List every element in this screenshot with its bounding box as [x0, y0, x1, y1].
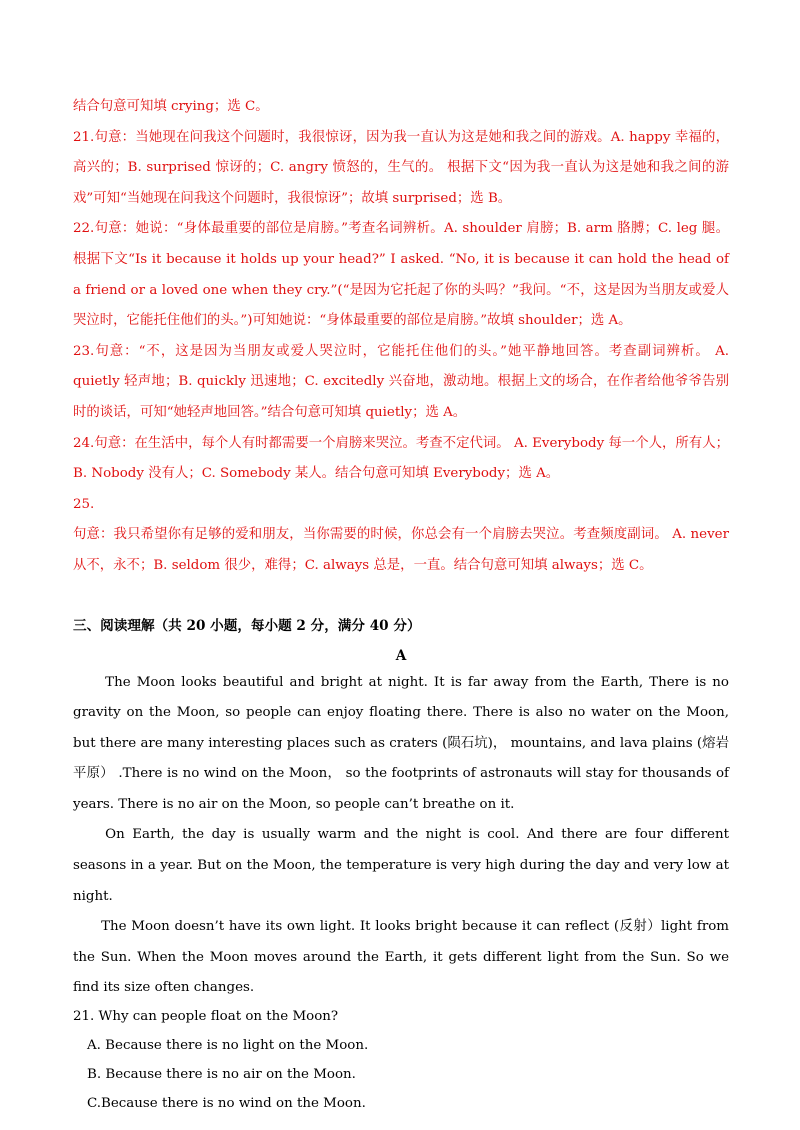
- question-option-c: C.Because there is no wind on the Moon.: [87, 1096, 366, 1112]
- passage-paragraph-2: On Earth, the day is usually warm and the night is cool. And there are four different seasons in a year. But on the Moon, the temperature is very high during the day and very low at night.: [73, 827, 729, 904]
- explanation-25-number: 25.: [73, 496, 95, 512]
- passage-paragraph-1: The Moon looks beautiful and bright at night. It is far away from the Earth, There is no gravity on the Moon, so people can enjoy floating there. There is also no water on the Moon, but there are many interesting places such as craters (陨石坑)， mountains, and lava plains (熔岩平原） .There is no wind on the Moon， so the footprints of astronauts will stay for thousands of years. There is no air on the Moon, so people can’t breathe on it.: [73, 674, 729, 812]
- explanation-22: 22.句意：她说：“身体最重要的部位是肩膀。”考查名词辨析。A. shoulder 肩膀；B. arm 胳膊；C. leg 腿。根据下文“Is it because it holds up your head?” I asked. “No, it is because it can hold the head of a friend or a loved one when they cry.”(“是因为它托起了你的头吗？”我问。“不，这是因为当朋友或爱人哭泣时，它能托住他们的头。”)可知她说：“身体最重要的部位是肩膀。”故填 shoulder；选 A。: [73, 221, 729, 329]
- question-option-a: A. Because there is no light on the Moon.: [87, 1038, 369, 1054]
- question-option-b: B. Because there is no air on the Moon.: [87, 1067, 356, 1083]
- explanation-20-tail: 结合句意可知填 crying；选 C。: [73, 99, 269, 114]
- explanation-25: 句意：我只希望你有足够的爱和朋友，当你需要的时候，你总会有一个肩膀去哭泣。考查频度副词。 A. never 从不，永不；B. seldom 很少，难得；C. always 总是，一直。结合句意可知填 always；选 C。: [73, 527, 729, 573]
- explanation-24: 24.句意：在生活中，每个人有时都需要一个肩膀来哭泣。考查不定代词。 A. Everybody 每一个人，所有人；B. Nobody 没有人；C. Somebody 某人。结合句意可知填 Everybody；选 A。: [73, 435, 729, 482]
- reading-passage: [73, 668, 729, 1005]
- question-stem: 21. Why can people float on the Moon?: [73, 1009, 339, 1025]
- passage-paragraph-3: The Moon doesn’t have its own light. It looks bright because it can reflect (反射）light from the Sun. When the Moon moves around the Earth, it gets different light from the Sun. So we find its size often changes.: [73, 919, 729, 996]
- answer-explanations: [73, 92, 729, 582]
- explanation-23: 23.句意：“不，这是因为当朋友或爱人哭泣时，它能托住他们的头。”她平静地回答。考查副词辨析。 A. quietly 轻声地；B. quickly 迅速地；C. excitedly 兴奋地，激动地。根据上文的场合，在作者给他爷爷告别时的谈话，可知“她轻声地回答。”结合句意可知填 quietly；选 A。: [73, 343, 729, 420]
- document-page: [73, 92, 729, 1118]
- section-heading: 三、阅读理解（共 20 小题，每小题 2 分，满分 40 分）: [73, 617, 421, 634]
- passage-label: A: [395, 647, 407, 664]
- explanation-21: 21.句意：当她现在问我这个问题时，我很惊讶，因为我一直认为这是她和我之间的游戏。A. happy 幸福的，高兴的；B. surprised 惊讶的；C. angry 愤怒的，生气的。 根据下文“因为我一直认为这是她和我之间的游戏”可知“当她现在问我这个问题时，我很惊讶”；故填 surprised；选 B。: [73, 129, 729, 206]
- question-21: [73, 1002, 729, 1118]
